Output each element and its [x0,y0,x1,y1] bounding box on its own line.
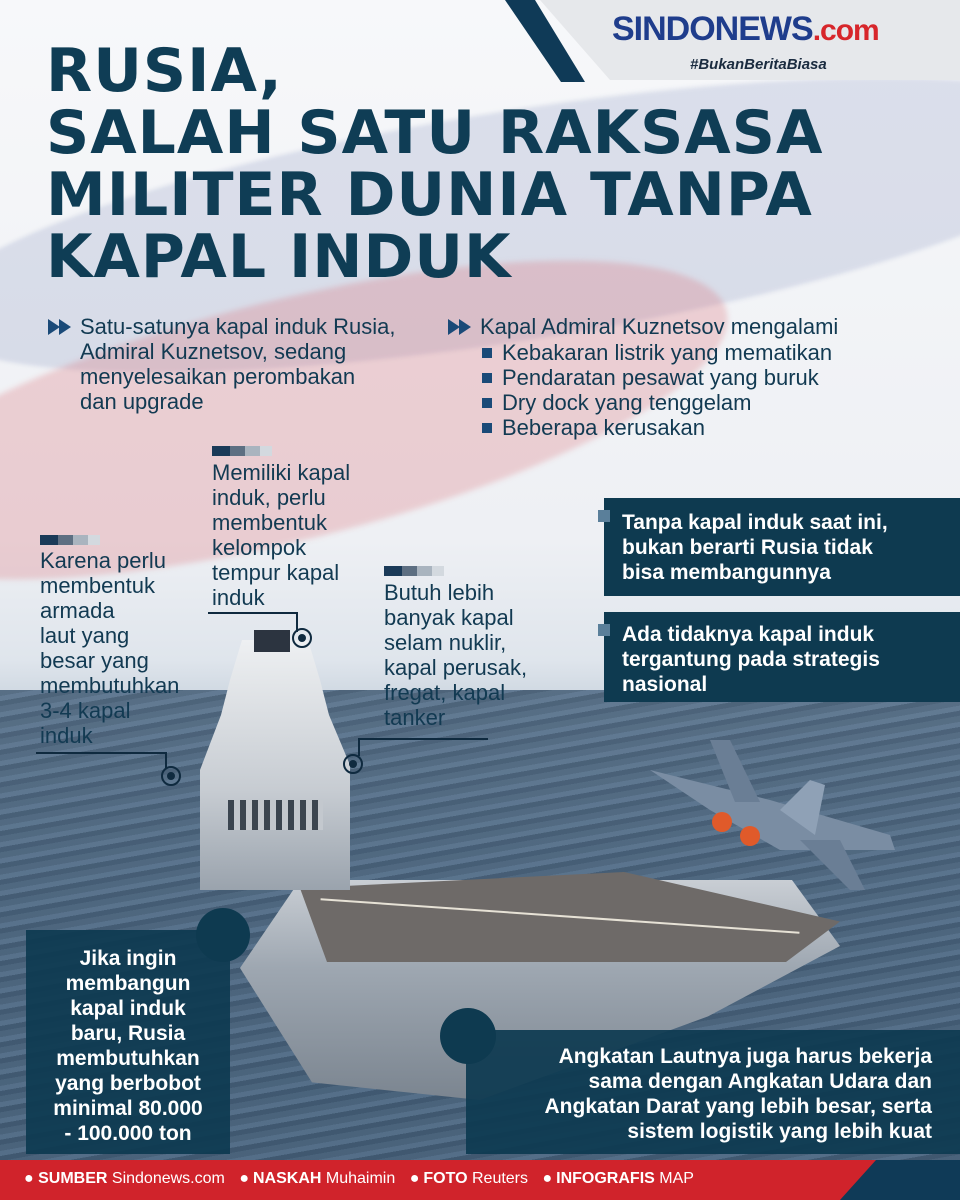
text-line: Angkatan Darat yang lebih besar, serta [544,1095,932,1118]
tagline: #BukanBeritaBiasa [690,56,827,73]
target-ring-icon [161,766,181,786]
source-label: SUMBER [38,1170,108,1187]
island-windows [228,800,323,830]
text-line: 3-4 kapal [40,698,131,723]
text-line: banyak kapal [384,605,514,630]
text-line: tempur kapal [212,560,340,585]
text-line: tanker [384,705,446,730]
text-line: membutuhkan [56,1047,200,1070]
box-no-carrier [604,498,960,596]
text-line: selam nuklir, [384,630,507,655]
text-line: kelompok [212,535,307,560]
text-line: sama dengan Angkatan Udara dan [588,1070,932,1093]
text-line: Ada tidaknya kapal induk [622,623,875,646]
text-line: induk, perlu [212,485,326,510]
text-line: menyelesaikan perombakan [80,364,356,389]
title-line: MILITER DUNIA TANPA [46,160,813,230]
text-line: tergantung pada strategis [622,648,880,671]
target-ring-icon [343,754,363,774]
text-line: kapal perusak, [384,655,528,680]
note-carrier-group [212,460,377,610]
writer-value: Muhaimin [325,1170,396,1187]
point-damage-heading: Kapal Admiral Kuznetsov mengalami [480,314,839,339]
double-arrow-icon [448,319,474,335]
text-line: kapal induk [70,997,186,1020]
list-item: Kebakaran listrik yang mematikan [482,340,832,365]
title-line: RUSIA, [46,36,283,106]
text-line: dan upgrade [80,389,204,414]
fighter-jet-icon [650,740,900,890]
box-cooperation [466,1030,960,1154]
text-line: membangun [65,972,191,995]
logo-text: SINDONEWS [612,10,813,48]
callout-line [36,752,166,754]
text-line: Angkatan Lautnya juga harus bekerja [558,1045,932,1068]
target-ring-icon [292,628,312,648]
text-line: bukan berarti Rusia tidak [622,536,873,559]
writer-label: NASKAH [252,1170,322,1187]
text-line: laut yang [40,623,130,648]
list-item: Dry dock yang tenggelam [482,390,832,415]
title-line: SALAH SATU RAKSASA [46,98,824,168]
logo-suffix: .com [812,14,879,47]
text-line: nasional [622,673,708,696]
photo-value: Reuters [471,1170,529,1187]
graphic-value: MAP [659,1170,694,1187]
text-line: - 100.000 ton [64,1122,192,1145]
box-strategy [604,612,960,702]
text-line: Satu-satunya kapal induk Rusia, [80,314,396,339]
damage-list [482,340,832,440]
text-line: Tanpa kapal induk saat ini, [622,511,888,534]
note-marker [212,446,272,456]
photo-label: FOTO [423,1170,468,1187]
text-line: yang berbobot [55,1072,201,1095]
text-line: sistem logistik yang lebih kuat [627,1120,932,1143]
callout-line [360,738,488,740]
list-item: Pendaratan pesawat yang buruk [482,365,832,390]
note-fleet [40,548,220,748]
text-line: induk [40,723,93,748]
text-line: fregat, kapal [384,680,506,705]
callout-line [358,738,360,756]
note-ships [384,580,544,730]
note-marker [384,566,444,576]
list-item: Beberapa kerusakan [482,415,832,440]
page-title [46,36,824,292]
text-line: induk [212,585,265,610]
text-line: minimal 80.000 [53,1097,203,1120]
title-line: KAPAL INDUK [46,222,512,292]
callout-line [208,612,298,614]
text-line: Memiliki kapal [212,460,351,485]
text-line: Jika ingin [79,947,177,970]
text-line: membentuk [40,573,155,598]
text-line: membentuk [212,510,327,535]
text-line: Karena perlu [40,548,166,573]
radar-icon [254,630,290,652]
text-line: membutuhkan [40,673,180,698]
source-value: Sindonews.com [111,1170,225,1187]
box-tonnage [26,930,230,1154]
decor-circle [196,908,250,962]
credits: ● SUMBER Sindonews.com ● NASKAH Muhaimin ● FOTO Reuters ● INFOGRAFIS MAP [24,1170,694,1187]
text-line: bisa membangunnya [622,561,831,584]
graphic-label: INFOGRAFIS [556,1170,655,1187]
point-sole-carrier [80,314,420,414]
double-arrow-icon [48,319,74,335]
text-line: Admiral Kuznetsov, sedang [80,339,347,364]
text-line: baru, Rusia [70,1022,186,1045]
box-marker [598,510,610,522]
text-line: besar yang [40,648,149,673]
decor-circle [440,1008,496,1064]
note-marker [40,535,100,545]
text-line: Butuh lebih [384,580,495,605]
box-marker [598,624,610,636]
text-line: armada [40,598,115,623]
